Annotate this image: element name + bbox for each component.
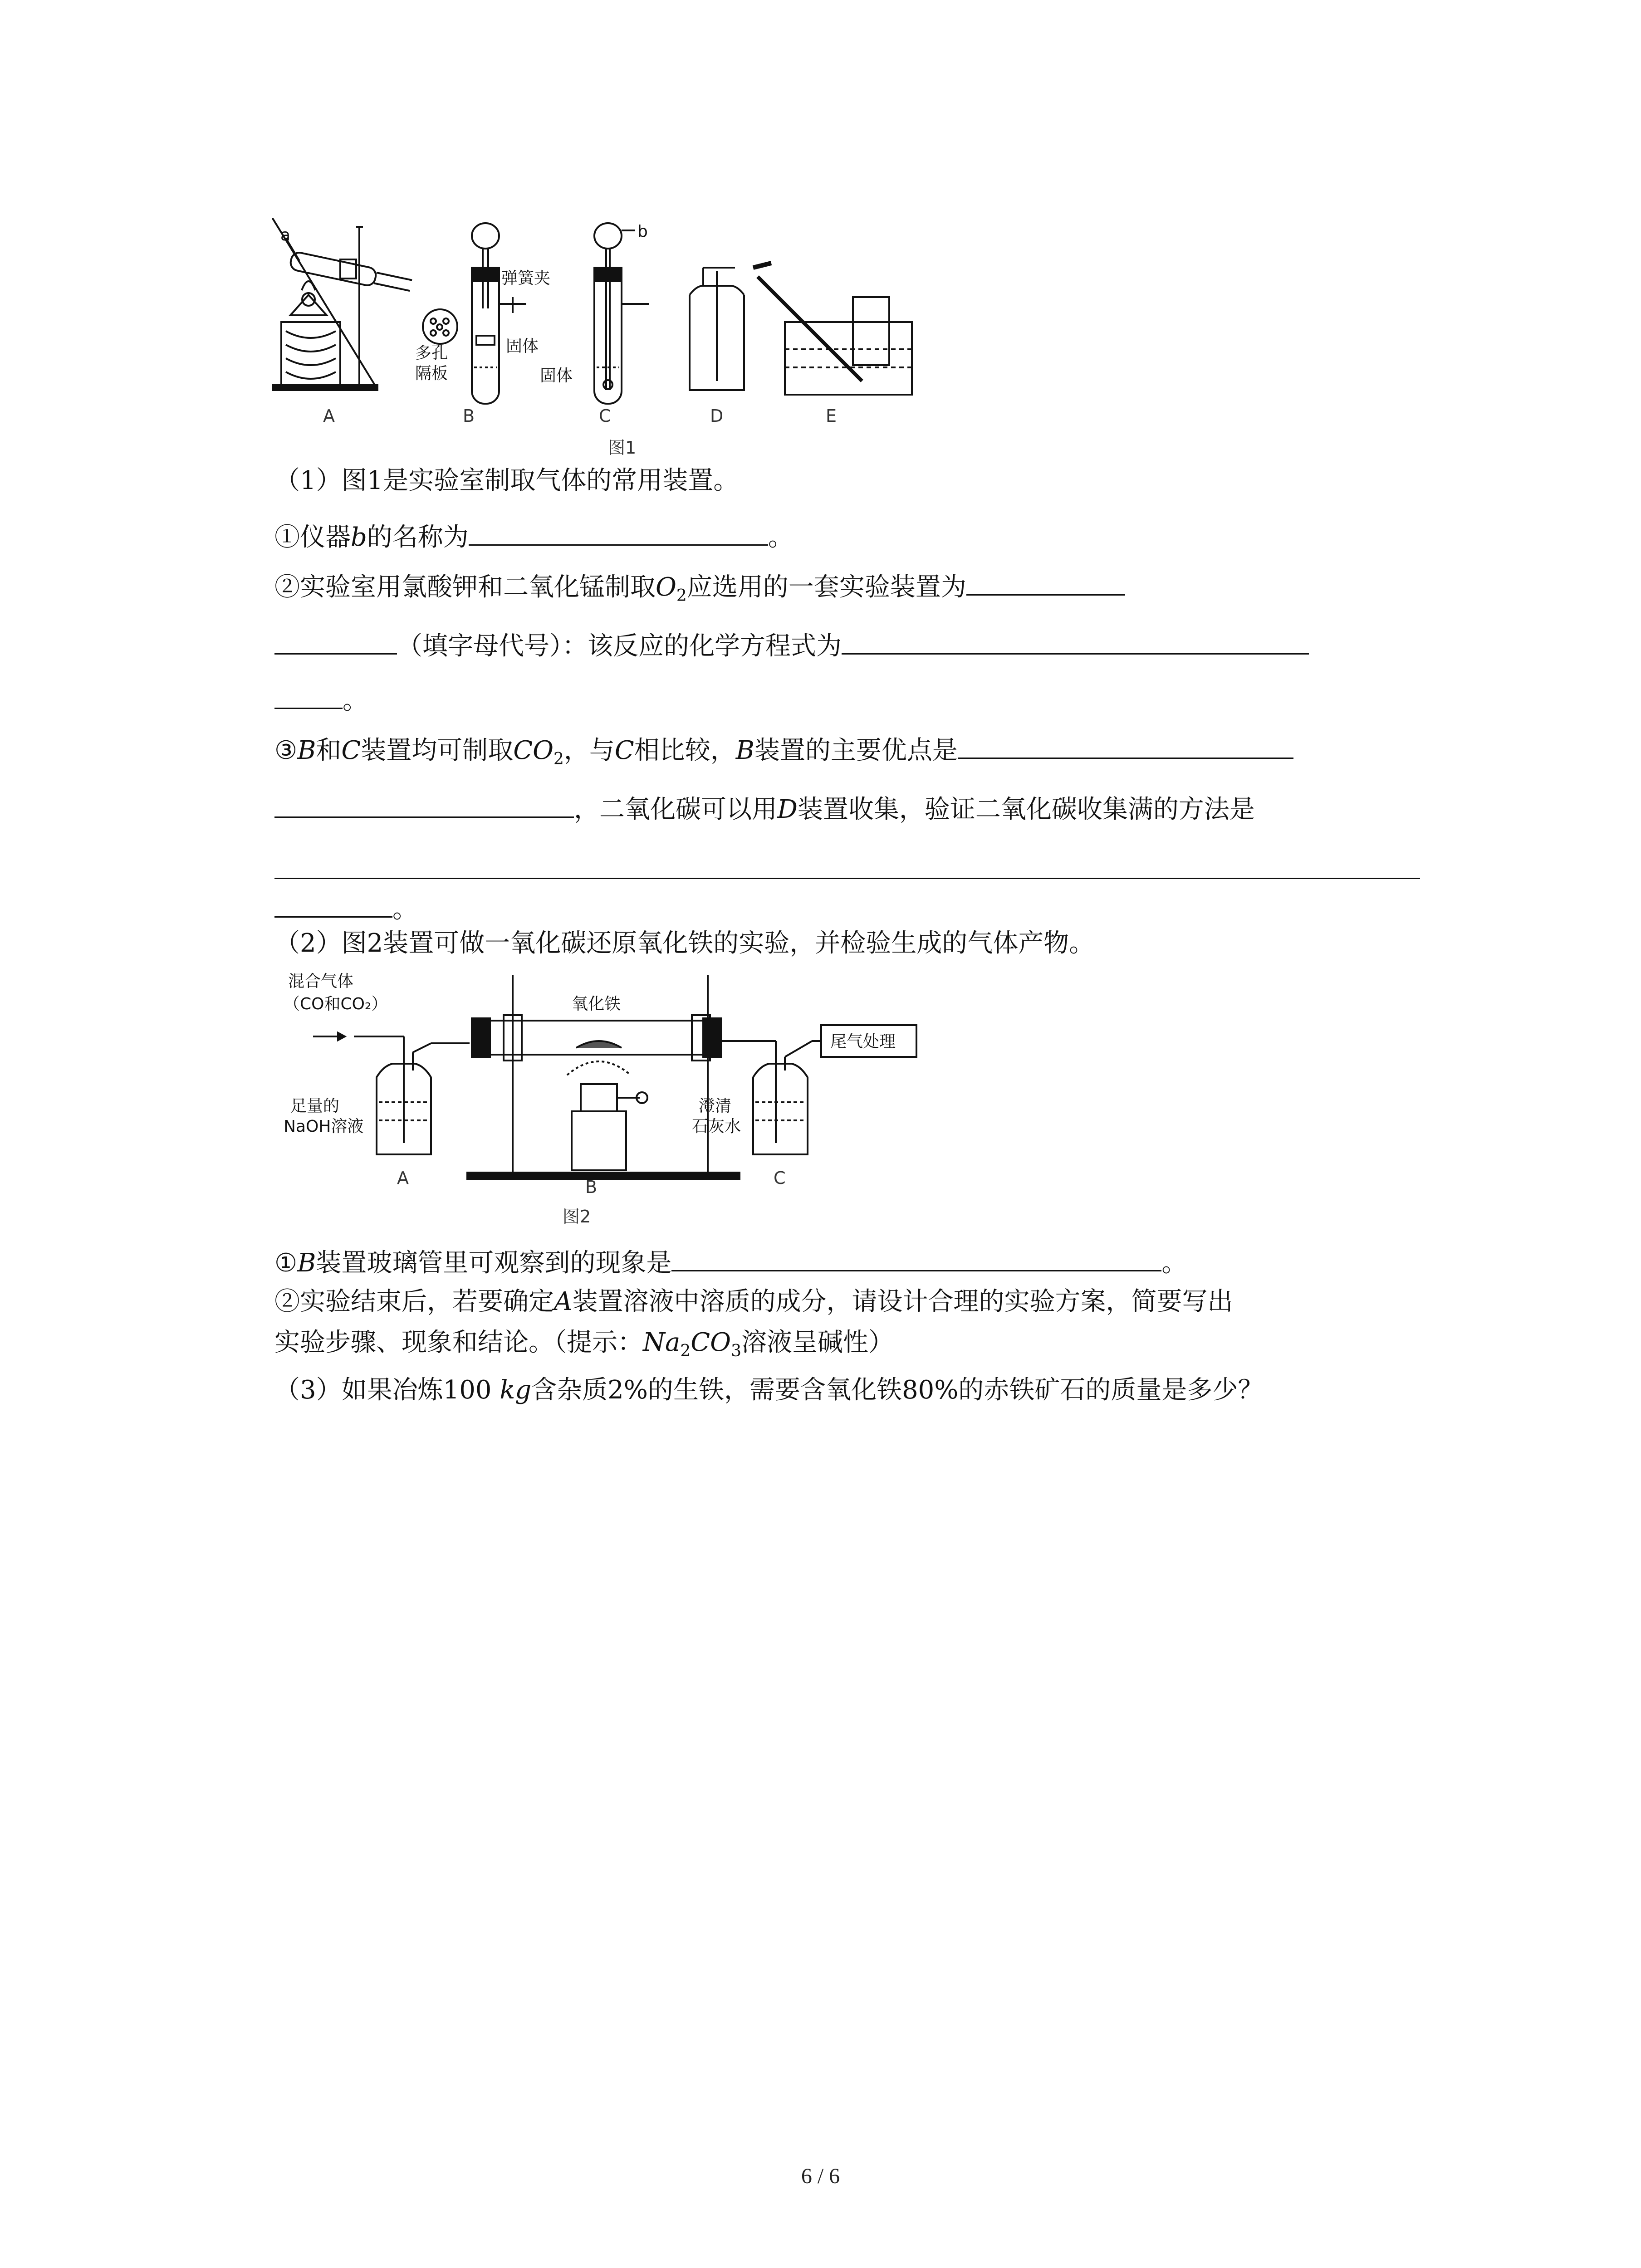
label-clamp: 弹簧夹: [501, 269, 551, 288]
q2-s2: ②实验结束后，若要确定A装置溶液中溶质的成分，请设计合理的实验方案，简要写出: [274, 1287, 1233, 1316]
apparatus-letter-c: C: [599, 406, 611, 426]
q3: （3）如果冶炼100 kg含杂质2%的生铁，需要含氧化铁80%的赤铁矿石的质量是多少？: [274, 1375, 1264, 1405]
answer-blank-full[interactable]: [274, 878, 1420, 879]
apparatus-letter-c: C: [774, 1168, 786, 1188]
label-porous: 多孔: [415, 344, 448, 362]
apparatus-e-drawing: [753, 263, 912, 395]
apparatus-letter-d: D: [710, 406, 724, 426]
apparatus-c-drawing: [594, 223, 649, 404]
q1-s3: ③B和C装置均可制取$CO_2$，与C相比较，B装置的主要优点是: [274, 730, 1293, 777]
apparatus-d-drawing: [690, 268, 744, 390]
page-number: 6 / 6: [801, 2164, 840, 2188]
figure-1-caption: 图1: [608, 438, 637, 458]
answer-blank[interactable]: [671, 1243, 1161, 1271]
q1-intro: （1）图1是实验室制取气体的常用装置。: [274, 466, 739, 495]
apparatus-letter-b: B: [585, 1177, 598, 1197]
answer-blank[interactable]: [966, 567, 1125, 596]
label-limewater-2: 石灰水: [692, 1117, 741, 1136]
label-b: b: [637, 222, 648, 241]
figure-1: [272, 218, 916, 472]
q1-s2: ②实验室用氯酸钾和二氧化锰制取$O_2$应选用的一套实验装置为: [274, 567, 1125, 614]
label-iron-oxide: 氧化铁: [572, 995, 621, 1013]
figure-2: [281, 966, 926, 1229]
answer-blank[interactable]: [274, 680, 343, 709]
q1-s3d: 。: [274, 889, 418, 928]
label-solid-c: 固体: [540, 367, 573, 385]
apparatus-letter-a: A: [323, 406, 335, 426]
bottle-a-drawing: [377, 1036, 431, 1154]
apparatus-letter-e: E: [826, 406, 837, 426]
q1-s2b: （填字母代号）：该反应的化学方程式为: [274, 626, 1309, 665]
answer-blank[interactable]: [274, 889, 392, 918]
label-naoh-1: 足量的: [290, 1097, 340, 1115]
label-a: a: [280, 226, 291, 244]
q2-s2b: 实验步骤、现象和结论。（提示：$Na_2CO_3$溶液呈碱性）: [274, 1328, 894, 1361]
label-solid-b: 固体: [506, 337, 539, 356]
bottle-c-drawing: [753, 1041, 821, 1154]
q1-s2c: 。: [274, 680, 368, 719]
label-mixed-gas: 混合气体: [288, 972, 354, 991]
q1-s1: ①仪器b的名称为 。: [274, 517, 794, 556]
label-naoh-2: NaOH溶液: [284, 1117, 364, 1136]
q1-s3b: ，二氧化碳可以用D装置收集，验证二氧化碳收集满的方法是: [274, 789, 1255, 828]
apparatus-letter-a: A: [397, 1168, 409, 1188]
label-limewater-1: 澄清: [699, 1097, 732, 1115]
answer-blank[interactable]: [274, 789, 574, 818]
q2-s1: ①B装置玻璃管里可观察到的现象是 。: [274, 1243, 1187, 1281]
answer-blank[interactable]: [842, 626, 1309, 655]
apparatus-a-drawing: [272, 218, 413, 390]
answer-blank[interactable]: [958, 730, 1293, 759]
figure-2-caption: 图2: [563, 1207, 591, 1227]
label-co-co2: （CO和CO₂）: [284, 995, 388, 1013]
q2-intro: （2）图2装置可做一氧化碳还原氧化铁的实验，并检验生成的气体产物。: [274, 929, 1095, 958]
label-plate: 隔板: [415, 364, 448, 383]
answer-blank[interactable]: [469, 517, 768, 546]
answer-blank[interactable]: [274, 626, 397, 655]
apparatus-letter-b: B: [463, 406, 475, 426]
tail-gas-box: 尾气处理: [830, 1032, 896, 1051]
